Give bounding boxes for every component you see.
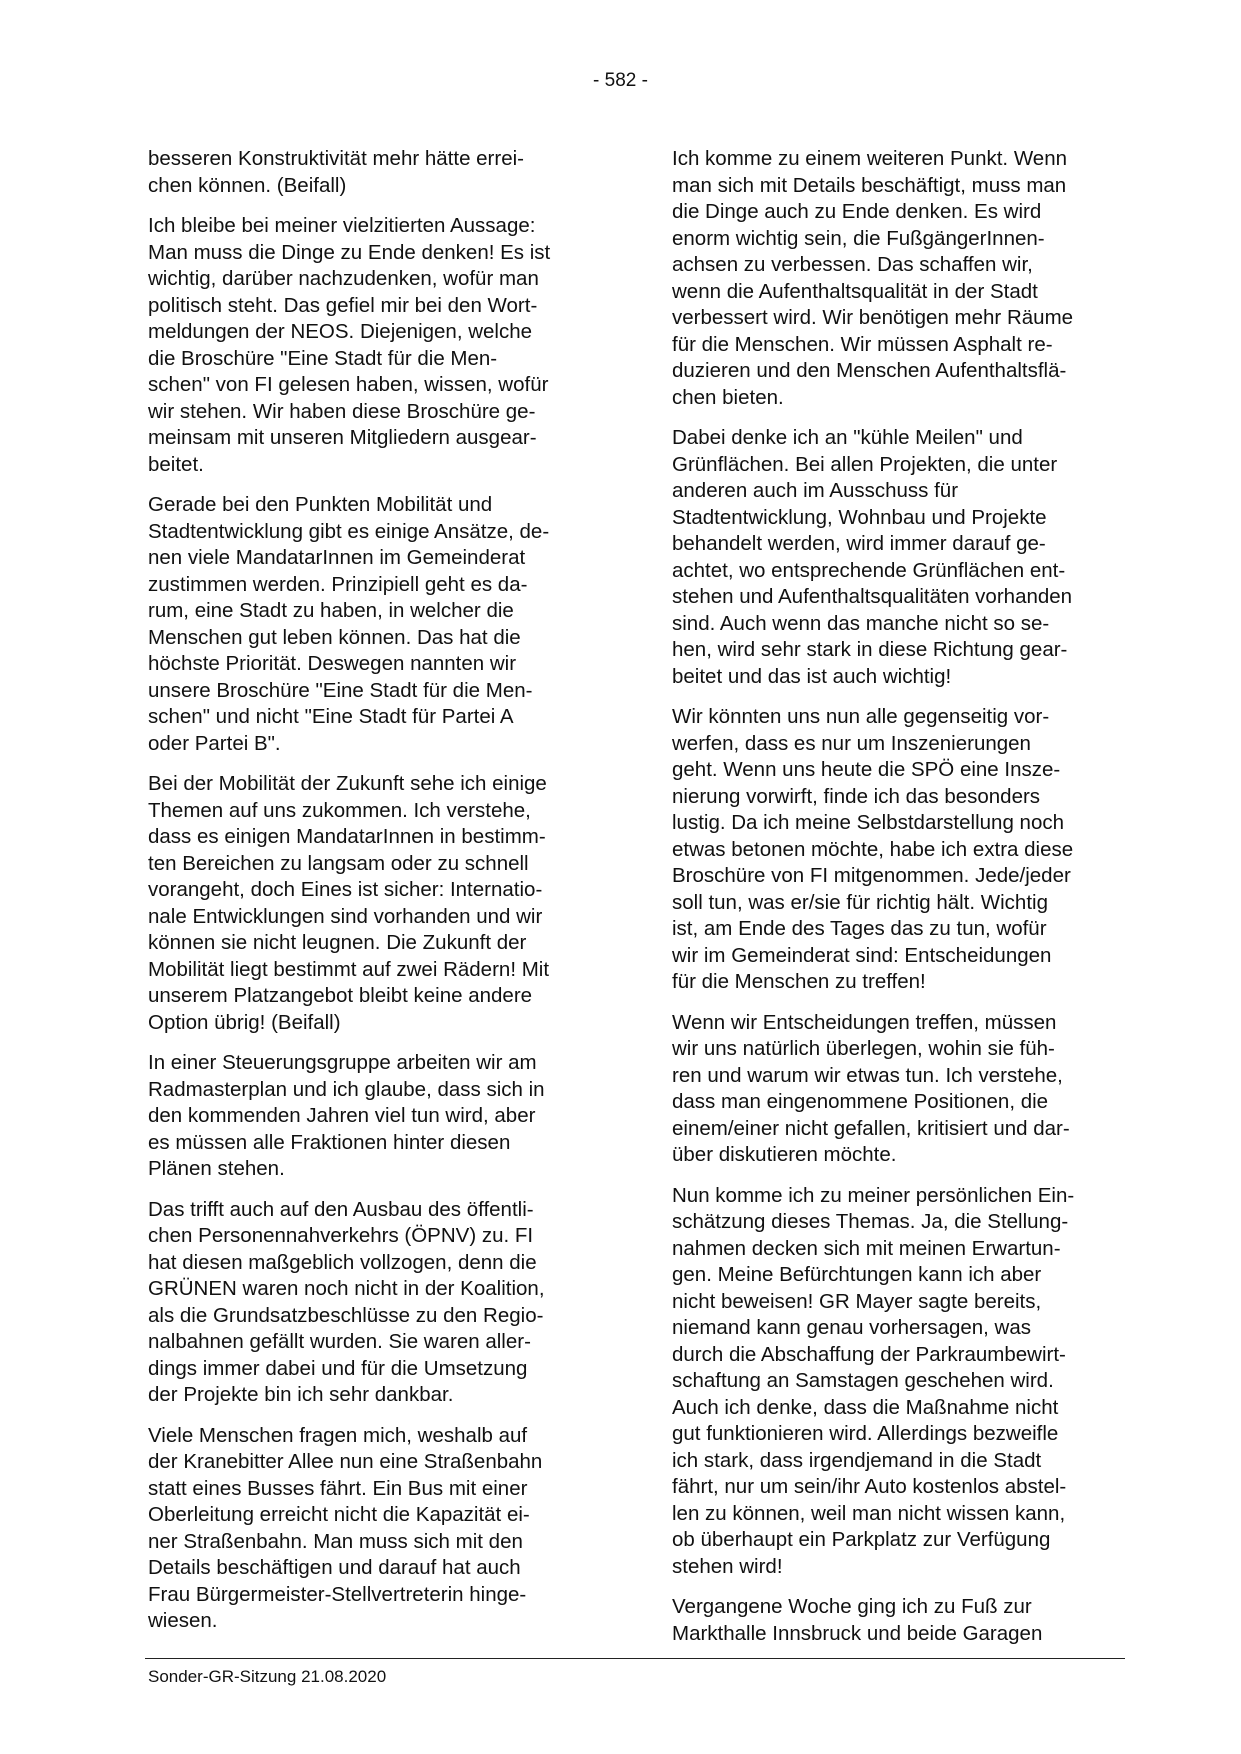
paragraph: Ich komme zu einem weiteren Punkt. Wenn man sich mit Details beschäftigt, muss man die Dinge auch zu Ende denken. Es wird enorm wichtig sein, die FußgängerInnen- achsen zu verbessen. Das schaffen wir, wenn die Aufenthaltsqualität in der Stadt verbessert wird. Wir benötigen mehr Räume für die Menschen. Wir müssen Asphalt re- duzieren und den Menschen Aufenthaltsflä- chen bieten. bbox=[672, 147, 1074, 409]
right-column bbox=[672, 146, 1122, 1661]
paragraph: Bei der Mobilität der Zukunft sehe ich einige Themen auf uns zukommen. Ich verstehe, dass es einigen MandatarInnen in bestimm- ten Bereichen zu langsam oder zu schnell vorangeht, doch Eines ist sicher: Internatio- nale Entwicklungen sind vorhanden und wir können sie nicht leugnen. Die Zukunft der Mobilität liegt bestimmt auf zwei Rädern! Mit unserem Platzangebot bleibt keine andere Option übrig! (Beifall) bbox=[148, 772, 550, 1034]
paragraph: Wir könnten uns nun alle gegenseitig vor- werfen, dass es nur um Inszenierungen geht. Wenn uns heute die SPÖ eine Insze- nierung vorwirft, finde ich das besonders lustig. Da ich meine Selbstdarstellung noch etwas betonen möchte, habe ich extra diese Broschüre von FI mitgenommen. Jede/jeder soll tun, was er/sie für richtig hält. Wichtig ist, am Ende des Tages das zu tun, wofür wir im Gemeinderat sind: Entscheidungen für die Menschen zu treffen! bbox=[672, 705, 1074, 993]
paragraph: Vergangene Woche ging ich zu Fuß zur Markthalle Innsbruck und beide Garagen bbox=[672, 1595, 1043, 1645]
paragraph: besseren Konstruktivität mehr hätte errei- chen können. (Beifall) bbox=[148, 147, 524, 197]
paragraph: Nun komme ich zu meiner persönlichen Ein- schätzung dieses Themas. Ja, die Stellung- nahmen decken sich mit meinen Erwartun- gen. Meine Befürchtungen kann ich aber nicht beweisen! GR Mayer sagte bereits, niemand kann genau vorhersagen, was durch die Abschaffung der Parkraumbewirt- schaftung an Samstagen geschehen wird. Auch ich denke, dass die Maßnahme nicht gut funktionieren wird. Allerdings bezweifle ich stark, dass irgendjemand in die Stadt fährt, nur um sein/ihr Auto kostenlos abstel- len zu können, weil man nicht wissen kann, ob überhaupt ein Parkplatz zur Verfügung stehen wird! bbox=[672, 1183, 1075, 1578]
left-column bbox=[148, 146, 598, 1649]
paragraph: Viele Menschen fragen mich, weshalb auf der Kranebitter Allee nun eine Straßenbahn statt eines Busses fährt. Ein Bus mit einer Oberleitung erreicht nicht die Kapazität ei- ner Straßenbahn. Man muss sich mit den Details beschäftigen und darauf hat auch Frau Bürgermeister-Stellvertreterin hinge- wiesen. bbox=[148, 1423, 543, 1632]
paragraph: Ich bleibe bei meiner vielzitierten Aussage: Man muss die Dinge zu Ende denken! Es ist wichtig, darüber nachzudenken, wofür man politisch steht. Das gefiel mir bei den Wort- meldungen der NEOS. Diejenigen, welche die Broschüre "Eine Stadt für die Men- schen" von FI gelesen haben, wissen, wofür wir stehen. Wir haben diese Broschüre ge- meinsam mit unseren Mitgliedern ausgear- beitet. bbox=[148, 214, 551, 476]
page-number: - 582 - bbox=[593, 70, 648, 91]
paragraph: In einer Steuerungsgruppe arbeiten wir am Radmasterplan und ich glaube, dass sich in den kommenden Jahren viel tun wird, aber es müssen alle Fraktionen hinter diesen Plänen stehen. bbox=[148, 1051, 545, 1180]
paragraph: Das trifft auch auf den Ausbau des öffentli- chen Personennahverkehrs (ÖPNV) zu. FI hat diesen maßgeblich vollzogen, denn die GRÜNEN waren noch nicht in der Koalition, als die Grundsatzbeschlüsse zu den Regio- nalbahnen gefällt wurden. Sie waren aller- dings immer dabei und für die Umsetzung der Projekte bin ich sehr dankbar. bbox=[148, 1197, 545, 1406]
footer-session-label: Sonder-GR-Sitzung 21.08.2020 bbox=[148, 1667, 387, 1686]
paragraph: Dabei denke ich an "kühle Meilen" und Grünflächen. Bei allen Projekten, die unter anderen auch im Ausschuss für Stadtentwicklung, Wohnbau und Projekte behandelt werden, wird immer darauf ge- achtet, wo entsprechende Grünflächen ent- stehen und Aufenthaltsqualitäten vorhanden sind. Auch wenn das manche nicht so se- hen, wird sehr stark in diese Richtung gear- beitet und das ist auch wichtig! bbox=[672, 426, 1073, 688]
footer-divider bbox=[145, 1658, 1125, 1659]
paragraph: Wenn wir Entscheidungen treffen, müssen wir uns natürlich überlegen, wohin sie füh- ren und warum wir etwas tun. Ich verstehe, dass man eingenommene Positionen, die einem/einer nicht gefallen, kritisiert und dar- über diskutieren möchte. bbox=[672, 1010, 1070, 1166]
paragraph: Gerade bei den Punkten Mobilität und Stadtentwicklung gibt es einige Ansätze, de- nen viele MandatarInnen im Gemeinderat zustimmen werden. Prinzipiell geht es da- rum, eine Stadt zu haben, in welcher die Menschen gut leben können. Das hat die höchste Priorität. Deswegen nannten wir unsere Broschüre "Eine Stadt für die Men- schen" und nicht "Eine Stadt für Partei A oder Partei B". bbox=[148, 493, 550, 755]
